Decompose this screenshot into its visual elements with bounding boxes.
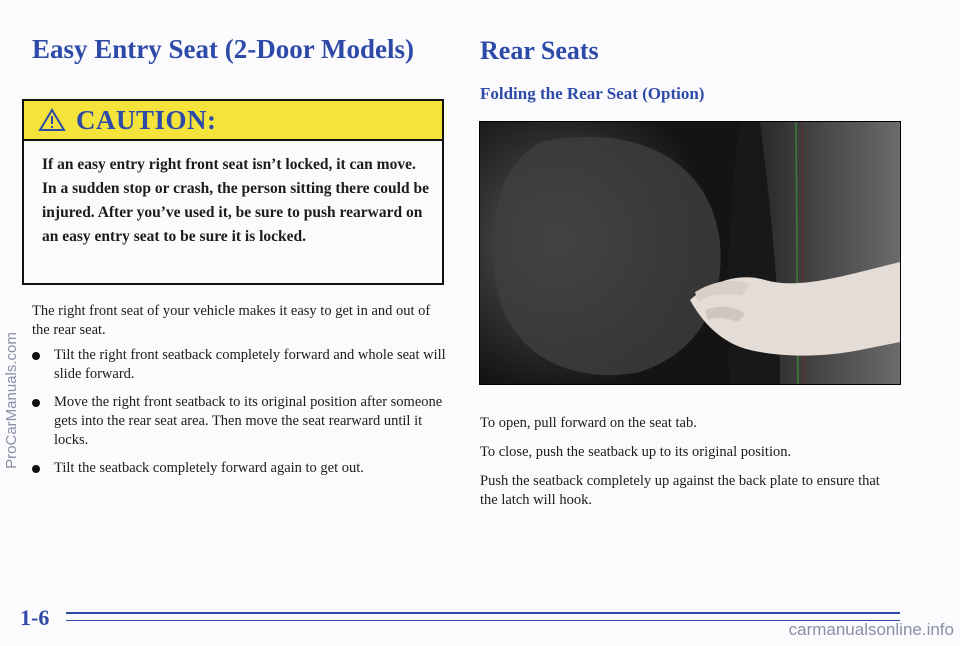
caution-header [24, 101, 442, 141]
seat-tab-photo [479, 121, 901, 385]
instruction-close: To close, push the seatback up to its original position. [480, 444, 792, 460]
warning-triangle-icon [38, 108, 66, 132]
list-item [30, 459, 450, 478]
bullet-icon [32, 399, 40, 407]
bullet-icon [32, 352, 40, 360]
footer-rule-top [66, 612, 900, 614]
caution-box [22, 99, 444, 285]
list-item [30, 393, 450, 450]
instruction-list [30, 346, 450, 487]
intro-paragraph: The right front seat of your vehicle makes it easy to get in and out of the rear seat. [32, 303, 431, 338]
page-number: 1-6 [20, 605, 50, 630]
hand-pulling-seat-tab-illustration [480, 122, 900, 384]
list-item [30, 346, 450, 384]
instruction-open: To open, pull forward on the seat tab. [480, 415, 697, 431]
list-item-text: Move the right front seatback to its original position after someone gets into the rear seat area. Then move the seat rearward until it locks. [54, 394, 443, 448]
watermark-text: ProCarManuals.com [2, 331, 20, 469]
caution-text: If an easy entry right front seat isn’t locked, it can move. In a sudden stop or crash, the person sitting there could be injured. After you’ve used it, be sure to push rearward on an easy entry seat to be sure it is locked. [42, 156, 429, 245]
list-item-text: Tilt the right front seatback completely forward and whole seat will slide forward. [54, 347, 446, 382]
list-item-text: Tilt the seatback completely forward again to get out. [54, 460, 364, 476]
footer-site-text: carmanualsonline.info [788, 620, 954, 639]
caution-label: CAUTION: [76, 104, 217, 135]
watermark-vertical [0, 200, 22, 600]
section-heading-easy-entry: Easy Entry Seat (2-Door Models) [32, 34, 414, 64]
bullet-icon [32, 465, 40, 473]
section-heading-rear-seats: Rear Seats [480, 36, 599, 65]
footer-rule-bottom [66, 620, 900, 621]
instruction-latch: Push the seatback completely up against the back plate to ensure that the latch will hook. [480, 473, 880, 508]
subheading-folding-rear-seat: Folding the Rear Seat (Option) [480, 84, 705, 103]
